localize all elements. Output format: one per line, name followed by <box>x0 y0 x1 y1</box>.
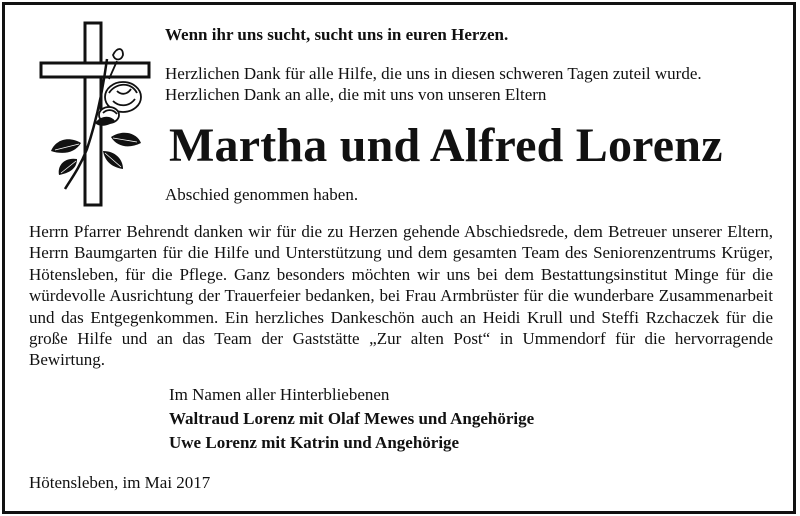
cross-with-rose-icon <box>37 19 157 209</box>
signature-intro: Im Namen aller Hinterbliebenen <box>169 385 390 404</box>
thanks-line-1: Herzlichen Dank für alle Hilfe, die uns in diesen schweren Tagen zuteil wurde. <box>165 64 702 83</box>
thanks-body-paragraph: Herrn Pfarrer Behrendt danken wir für die zu Herzen gehende Abschiedsrede, dem Betreuer unserer Eltern, Herrn Baumgarten für die Hilfe und Unterstützung und dem gesamten Team des Seniorenzentrums Krüger, Hötensleben, für die Pflege. Ganz besonders möchten wir uns bei dem Bestattungsinstitut Minge für die würdevolle Ausrichtung der Trauerfeier bedanken, bei Frau Armbrüster für die wunderbare Zusammenarbeit und das Entgegenkommen. Ein herzliches Dankeschön auch an Heidi Krull und Steffi Rzchaczek für die große Hilfe und an das Team der Gaststätte „Zur alten Post“ in Ummendorf für die hervorragende Bewirtung. <box>29 222 773 370</box>
signature-line-1: Waltraud Lorenz mit Olaf Mewes und Angehörige <box>169 409 535 428</box>
farewell-line: Abschied genommen haben. <box>165 185 359 204</box>
thanks-intro <box>165 63 702 105</box>
obituary-notice <box>2 2 796 514</box>
motto-heading: Wenn ihr uns sucht, sucht uns in euren Herzen. <box>165 25 509 44</box>
signature-line-2: Uwe Lorenz mit Katrin und Angehörige <box>169 433 460 452</box>
thanks-line-2: Herzlichen Dank an alle, die mit uns von unseren Eltern <box>165 85 547 104</box>
deceased-names: Martha und Alfred Lorenz <box>169 119 723 172</box>
place-date: Hötensleben, im Mai 2017 <box>29 473 211 492</box>
